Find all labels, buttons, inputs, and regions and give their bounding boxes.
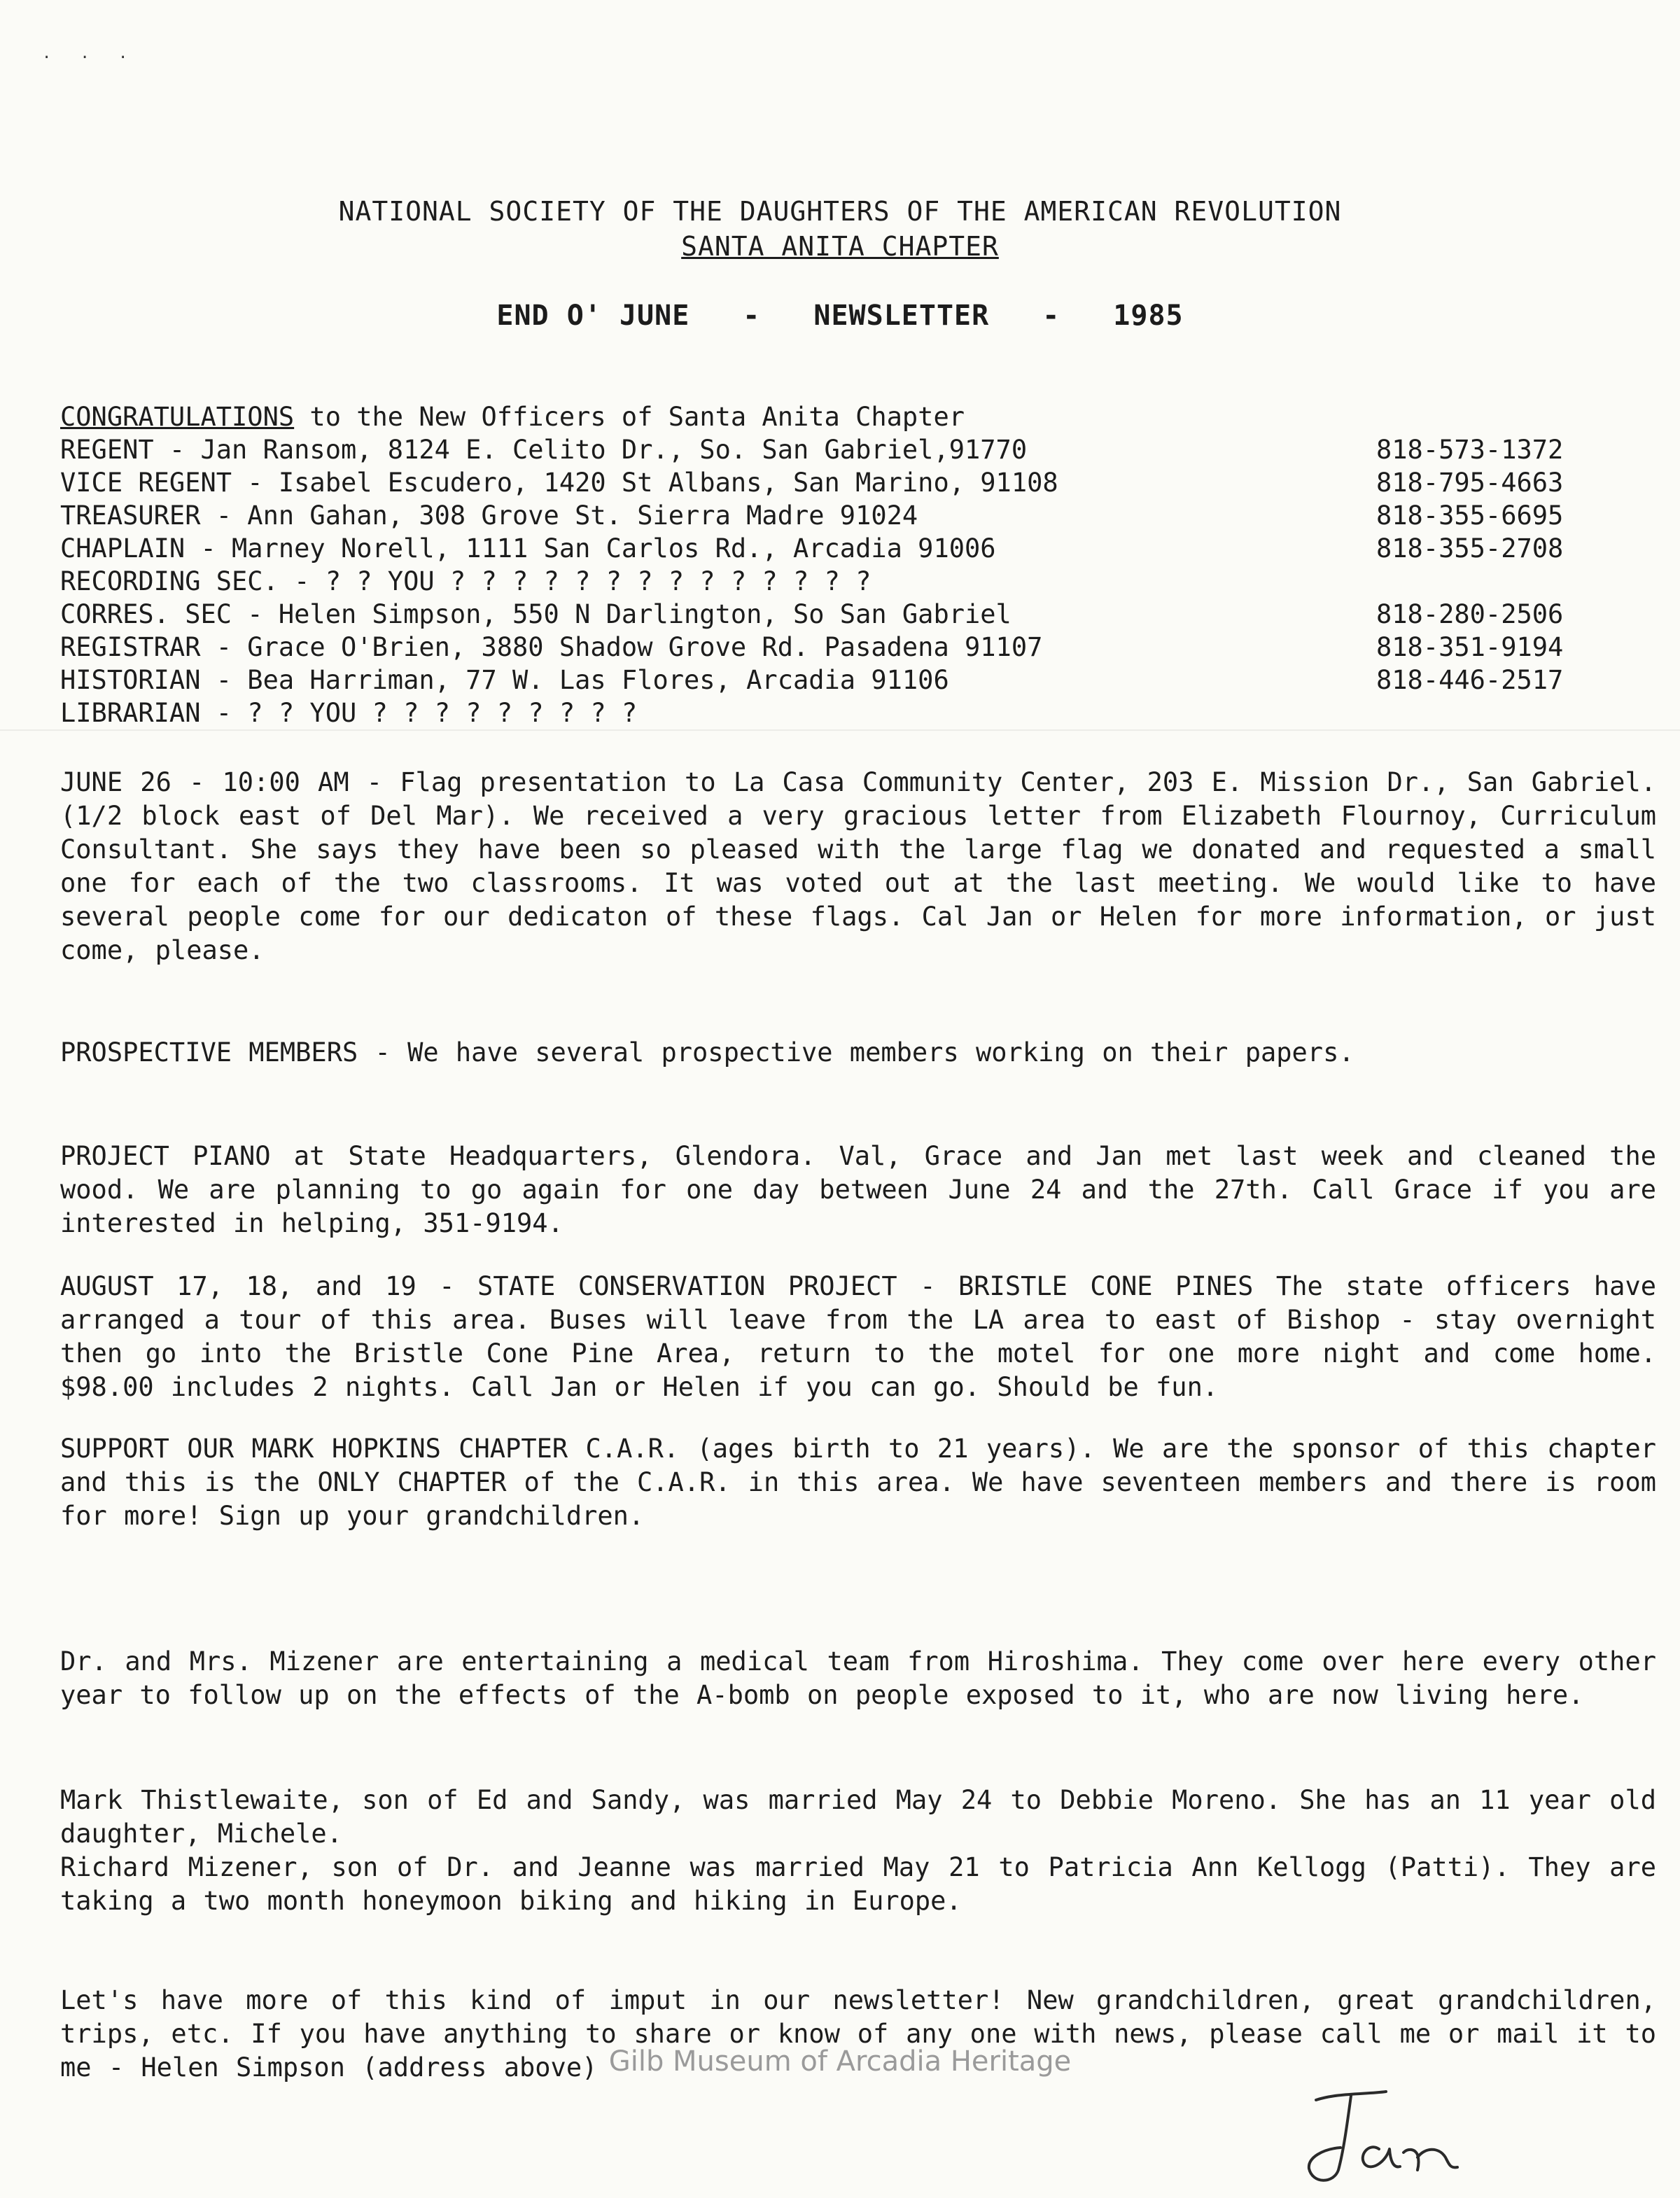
congratulations-text: to the New Officers of Santa Anita Chapter	[294, 402, 965, 432]
issue-separator: -	[743, 300, 761, 332]
officer-phone: 818-446-2517	[1376, 665, 1564, 695]
wedding-announcement: Mark Thistlewaite, son of Ed and Sandy, was married May 24 to Debbie Moreno. She has an 11 year old daughter, Michele.	[60, 1785, 1656, 1849]
issue-month: END O' JUNE	[496, 300, 690, 332]
officer-phone: 818-355-6695	[1376, 500, 1564, 531]
paper-specks: · · ·	[42, 49, 138, 66]
officer-text: TREASURER - Ann Gahan, 308 Grove St. Sierra Madre 91024	[60, 500, 918, 531]
officer-phone: 818-355-2708	[1376, 533, 1564, 564]
officer-text: CORRES. SEC - Helen Simpson, 550 N Darlington, So San Gabriel	[60, 599, 1011, 629]
officers-list	[60, 400, 1635, 729]
officer-row	[60, 466, 1635, 499]
project-piano-paragraph: PROJECT PIANO at State Headquarters, Glendora. Val, Grace and Jan met last week and cleaned the wood. We are planning to go again for one day between June 24 and the 27th. Call Grace if you are interested in helping, 351-9194.	[60, 1141, 1656, 1238]
issue-year: 1985	[1113, 300, 1184, 332]
officer-text: VICE REGENT - Isabel Escudero, 1420 St Albans, San Marino, 91108	[60, 468, 1058, 498]
prospective-members-paragraph: PROSPECTIVE MEMBERS - We have several prospective members working on their papers.	[60, 1037, 1354, 1068]
officer-phone: 818-351-9194	[1376, 632, 1564, 662]
weddings-paragraph	[60, 1784, 1656, 1918]
officer-row	[60, 433, 1635, 466]
car-chapter-paragraph: SUPPORT OUR MARK HOPKINS CHAPTER C.A.R. (ages birth to 21 years). We are the sponsor of this chapter and this is the ONLY CHAPTER of the C.A.R. in this area. We have seventeen members and there is room for more! Sign up your grandchildren.	[60, 1434, 1656, 1531]
issue-separator: -	[1042, 300, 1060, 332]
officer-phone: 818-280-2506	[1376, 599, 1564, 629]
congratulations-label: CONGRATULATIONS	[60, 402, 295, 432]
wedding-announcement: Richard Mizener, son of Dr. and Jeanne was married May 21 to Patricia Ann Kellogg (Patti). They are taking a two month honeymoon biking and hiking in Europe.	[60, 1852, 1656, 1916]
officer-row	[60, 696, 1635, 729]
officer-text: CHAPLAIN - Marney Norell, 1111 San Carlos Rd., Arcadia 91006	[60, 533, 996, 564]
officer-text: HISTORIAN - Bea Harriman, 77 W. Las Flores, Arcadia 91106	[60, 665, 949, 695]
officer-phone: 818-573-1372	[1376, 435, 1564, 465]
officers-heading	[60, 400, 1635, 433]
chapter-title: SANTA ANITA CHAPTER	[681, 231, 999, 262]
flag-presentation-paragraph: JUNE 26 - 10:00 AM - Flag presentation to La Casa Community Center, 203 E. Mission Dr., San Gabriel. (1/2 block east of Del Mar). We received a very gracious letter from Elizabeth Flournoy, Curriculum Consultant. She says they have been so pleased with the large flag we donated and requested a small one for each of the two classrooms. It was voted out at the last meeting. We would like to have several people come for our dedicaton of these flags. Cal Jan or Helen for more information, or just come, please.	[60, 767, 1656, 965]
org-title: NATIONAL SOCIETY OF THE DAUGHTERS OF THE AMERICAN REVOLUTION	[338, 196, 1342, 227]
officer-row	[60, 598, 1635, 631]
museum-watermark: Gilb Museum of Arcadia Heritage	[608, 2045, 1072, 2078]
news-request-paragraph: Let's have more of this kind of imput in our newsletter! New grandchildren, great grandchildren, trips, etc. If you have anything to share or know of any one with news, please call me or mail it to me - Helen Simpson (address above)	[60, 1985, 1656, 2082]
officer-row	[60, 565, 1635, 598]
officer-row	[60, 532, 1635, 565]
issue-type: NEWSLETTER	[813, 300, 990, 332]
officer-row	[60, 499, 1635, 532]
officer-phone: 818-795-4663	[1376, 468, 1564, 498]
officer-text: RECORDING SEC. - ? ? YOU ? ? ? ? ? ? ? ? ? ? ? ? ? ?	[60, 566, 872, 596]
officer-row	[60, 631, 1635, 664]
officer-text: LIBRARIAN - ? ? YOU ? ? ? ? ? ? ? ? ?	[60, 698, 638, 728]
hiroshima-team-paragraph: Dr. and Mrs. Mizener are entertaining a medical team from Hiroshima. They come over here every other year to follow up on the effects of the A-bomb on people exposed to it, who are now living here.	[60, 1646, 1656, 1710]
issue-line	[0, 300, 1680, 332]
paper-fold	[0, 729, 1680, 731]
officer-row	[60, 664, 1635, 696]
officer-text: REGENT - Jan Ransom, 8124 E. Celito Dr., So. San Gabriel,91770	[60, 435, 1028, 465]
handwritten-signature	[1274, 2079, 1498, 2191]
conservation-project-paragraph: AUGUST 17, 18, and 19 - STATE CONSERVATION PROJECT - BRISTLE CONE PINES The state officers have arranged a tour of this area. Buses will leave from the LA area to east of Bishop - stay overnight then go into the Bristle Cone Pine Area, return to the motel for one more night and come home. $98.00 includes 2 nights. Call Jan or Helen if you can go. Should be fun.	[60, 1271, 1656, 1402]
officer-text: REGISTRAR - Grace O'Brien, 3880 Shadow Grove Rd. Pasadena 91107	[60, 632, 1043, 662]
